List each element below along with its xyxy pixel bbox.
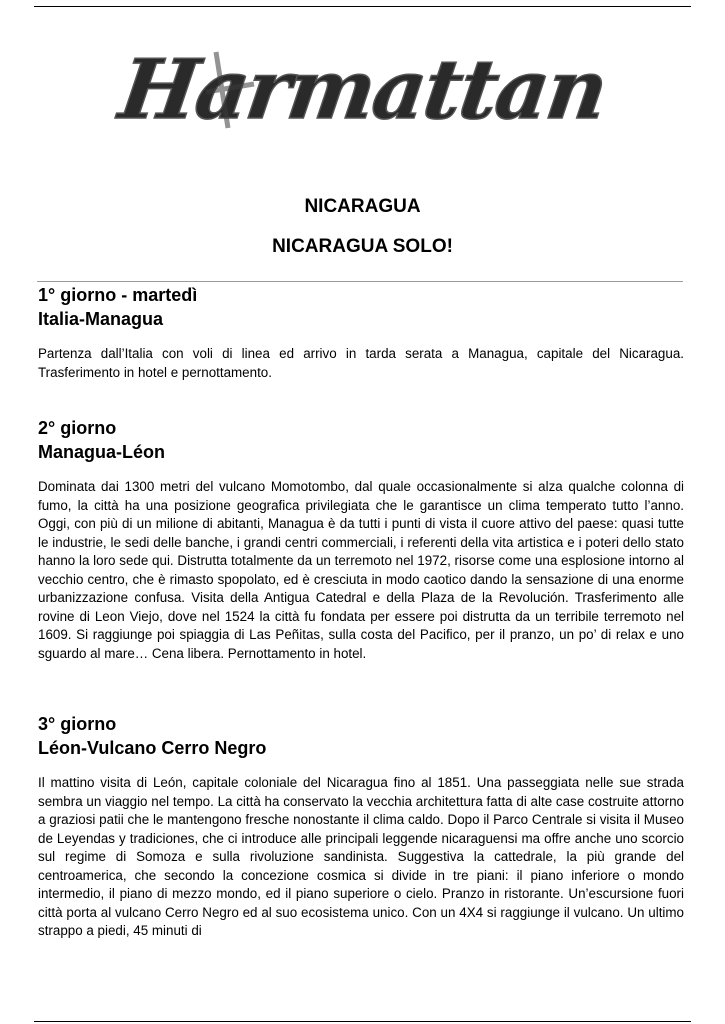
day-1-description: Partenza dall’Italia con voli di linea ed arrivo in tarda serata a Managua, capitale del Nicaragua. Trasferimento in hotel e pernottamento. (38, 346, 684, 380)
day-1-heading (38, 283, 684, 331)
day-2-heading (38, 416, 684, 464)
bottom-rule (34, 1021, 691, 1022)
harmattan-logo (114, 32, 612, 144)
logo-text: Harmattan (114, 42, 612, 138)
page-title-tour: NICARAGUA SOLO! (272, 236, 453, 257)
day-3-route: Léon-Vulcano Cerro Negro (38, 738, 267, 758)
day-2-label: 2° giorno (38, 418, 117, 438)
logo-brush-lettering (114, 32, 612, 144)
page-title-country: NICARAGUA (304, 196, 421, 217)
day-3-label: 3° giorno (38, 714, 117, 734)
day-1-label: 1° giorno - martedì (38, 285, 198, 305)
top-rule (34, 6, 691, 7)
title-divider (37, 281, 683, 282)
day-3-heading (38, 712, 684, 760)
day-3-description: Il mattino visita di León, capitale coloniale del Nicaragua fino al 1851. Una passeggiata nelle sue strada sembra un viaggio nel tempo. La città ha conservato la vecchia architettura fatta di alte case costruite attorno a graziosi patii che le mantengono fresche nonostante il clima caldo. Dopo il Parco Centrale si visita il Museo de Leyendas y tradiciones, che ci introduce alle principali leggende nicaraguensi ma offre anche uno scorcio sul regime di Somoza e sulla rivoluzione sandinista. Suggestiva la cattedrale, la più grande del centroamerica, che secondo la concezione cosmica si divide in tre piani: il piano inferiore o mondo intermedio, il piano di mezzo mondo, ed il piano superiore o cielo. Pranzo in ristorante. Un’escursione fuori città porta al vulcano Cerro Negro ed al suo ecosistema unico. Con un 4X4 si raggiunge il vulcano. Un ultimo strappo a piedi, 45 minuti di (38, 775, 684, 938)
day-2-route: Managua-Léon (38, 442, 166, 462)
day-2-description: Dominata dai 1300 metri del vulcano Momotombo, dal quale occasionalmente si alza qualche colonna di fumo, la città ha una posizione geografica privilegiata che le garantisce un clima temperato tutto l’anno. Oggi, con più di un milione di abitanti, Managua è da tutti i punti di vista il cuore attivo del paese: quasi tutte le industrie, le sedi delle banche, i grandi centri commerciali, i referenti della vita artistica e i poteri dello stato hanno la loro sede qui. Distrutta totalmente da un terremoto nel 1972, risorse come una esplosione intorno al vecchio centro, che è rimasto spopolato, ed è cresciuta in modo caotico dando la sensazione di una enorme urbanizzazione confusa. Visita della Antigua Catedral e della Plaza de la Revolución. Trasferimento alle rovine di Leon Viejo, dove nel 1524 la città fu fondata per essere poi distrutta da un terribile terremoto nel 1609. Si raggiunge poi spiaggia di Las Peñitas, sulla costa del Pacifico, per il pranzo, un po’ di relax e uno sguardo al mare… Cena libera. Pernottamento in hotel. (38, 479, 684, 661)
day-1-route: Italia-Managua (38, 309, 164, 329)
